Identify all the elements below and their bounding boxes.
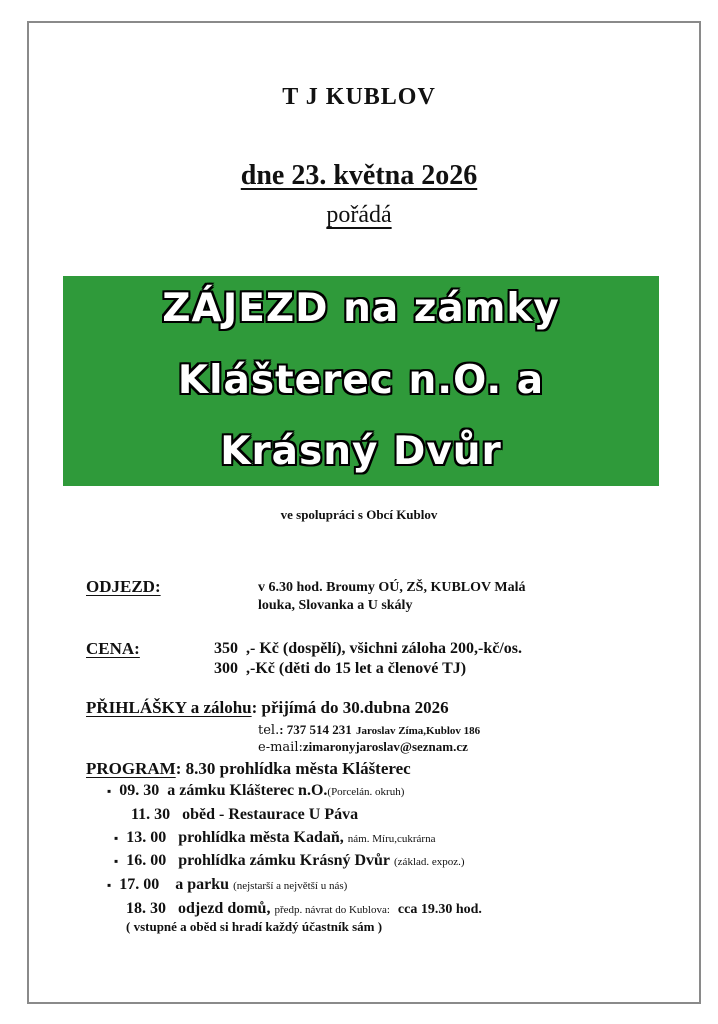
phone-label: tel. bbox=[258, 723, 280, 738]
registration-text: : přijímá do 30.dubna 2026 bbox=[251, 698, 449, 717]
return-time: 18. 30 bbox=[126, 900, 166, 917]
price-child-text: ,-Kč (děti do 15 let a členové TJ) bbox=[246, 660, 467, 677]
program-item-time: 11. 30 bbox=[131, 806, 171, 823]
departure-line-2: louka, Slovanka a U skály bbox=[258, 598, 413, 613]
registration-line bbox=[86, 698, 449, 718]
program-item-note: (nejstarší a největší u nás) bbox=[233, 880, 348, 892]
footer-note: ( vstupné a oběd si hradí každý účastník sám ) bbox=[126, 919, 383, 934]
program-first-line bbox=[86, 759, 411, 779]
program-item-time: 17. 00 bbox=[119, 876, 160, 893]
program-item-text: prohlídka města Kadaň, bbox=[178, 829, 344, 846]
program-item bbox=[131, 806, 358, 824]
price-child bbox=[214, 660, 466, 678]
return-line bbox=[126, 900, 482, 918]
program-item bbox=[114, 829, 435, 847]
contact-email bbox=[258, 739, 468, 755]
cooperation-note: ve spolupráci s Obcí Kublov bbox=[280, 507, 438, 522]
bullet-icon: ▪ bbox=[107, 784, 112, 798]
program-item bbox=[107, 782, 404, 800]
departure-label: ODJEZD: bbox=[86, 577, 161, 596]
contact-name: Jaroslav Zíma,Kublov 186 bbox=[355, 725, 481, 737]
contact-phone bbox=[258, 722, 480, 738]
bullet-icon: ▪ bbox=[114, 831, 119, 845]
return-text: odjezd domů, bbox=[178, 900, 271, 917]
banner-line-1: ZÁJEZD na zámky bbox=[162, 286, 560, 331]
program-item bbox=[114, 852, 465, 870]
program-item-note: (základ. expoz.) bbox=[394, 856, 465, 868]
price-child-amount: 300 bbox=[214, 660, 238, 677]
return-note: předp. návrat do Kublova: bbox=[274, 904, 390, 916]
return-eta: cca 19.30 hod. bbox=[397, 902, 482, 917]
bullet-icon: ▪ bbox=[114, 854, 119, 868]
price-adult-amount: 350 bbox=[214, 640, 238, 657]
program-item-text: prohlídka zámku Krásný Dvůr bbox=[178, 852, 391, 869]
program-item-text: a zámku Klášterec n.O. bbox=[167, 782, 328, 799]
phone-number: : 737 514 231 bbox=[279, 722, 352, 737]
program-item-note: nám. Míru,cukrárna bbox=[347, 833, 436, 845]
program-item-time: 13. 00 bbox=[126, 829, 167, 846]
program-item-text: oběd - Restaurace U Páva bbox=[182, 806, 359, 823]
banner-line-2: Klášterec n.O. a bbox=[177, 358, 545, 403]
program-item-text: a parku bbox=[175, 876, 230, 893]
program-item-time: 16. 00 bbox=[126, 852, 167, 869]
email-address: zimaronyjaroslav@seznam.cz bbox=[302, 739, 468, 754]
bullet-icon: ▪ bbox=[107, 878, 112, 892]
price-adult bbox=[214, 640, 522, 658]
email-label: e-mail: bbox=[258, 740, 303, 755]
departure-line-1: v 6.30 hod. Broumy OÚ, ZŠ, KUBLOV Malá bbox=[258, 580, 526, 595]
program-first-item: : 8.30 prohlídka města Klášterec bbox=[175, 759, 411, 778]
org-title: T J KUBLOV bbox=[282, 84, 436, 110]
price-adult-text: ,- Kč (dospělí), všichni záloha 200,-kč/os. bbox=[246, 640, 523, 657]
event-date-text: dne 23. května 2o26 bbox=[240, 160, 478, 191]
trip-banner bbox=[63, 276, 659, 486]
organizes-text: pořádá bbox=[326, 202, 392, 228]
program-item-note: (Porcelán. okruh) bbox=[327, 786, 405, 798]
event-date bbox=[0, 160, 718, 192]
registration-label: PŘIHLÁŠKY a zálohu bbox=[86, 698, 252, 717]
organizes-label bbox=[0, 202, 718, 229]
price-label: CENA: bbox=[86, 639, 140, 658]
banner-line-3: Krásný Dvůr bbox=[220, 429, 502, 474]
program-item-time: 09. 30 bbox=[119, 782, 160, 799]
program-label: PROGRAM bbox=[86, 759, 176, 778]
program-item bbox=[107, 876, 347, 894]
